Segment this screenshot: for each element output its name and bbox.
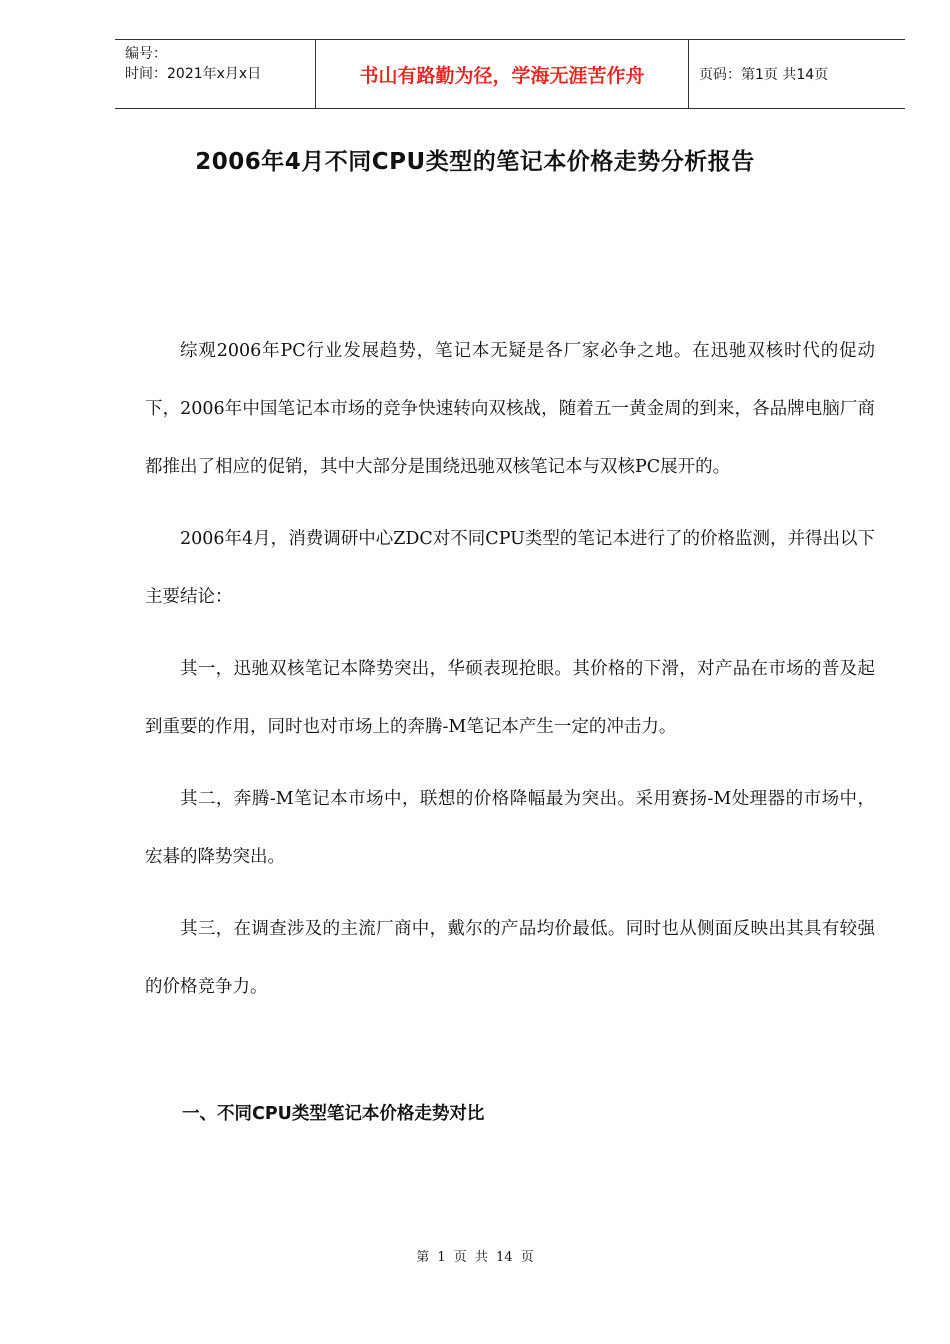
header-motto: 书山有路勤为径，学海无涯苦作舟: [316, 40, 689, 108]
paragraph-3: 其一，迅驰双核笔记本降势突出，华硕表现抢眼。其价格的下滑，对产品在市场的普及起到重要的作用，同时也对市场上的奔腾-M笔记本产生一定的冲击力。: [145, 659, 875, 737]
header-page-label: 页码：第1页 共14页: [699, 67, 829, 83]
paragraph-4: 其二，奔腾-M笔记本市场中，联想的价格降幅最为突出。采用赛扬-M处理器的市场中，宏碁的降势突出。: [145, 789, 875, 867]
header-meta: [115, 40, 316, 108]
paragraph-2: 2006年4月，消费调研中心ZDC对不同CPU类型的笔记本进行了的价格监测，并得出以下主要结论：: [145, 529, 875, 607]
document-title: 2006年4月不同CPU类型的笔记本价格走势分析报告: [195, 149, 755, 175]
paragraph-1: 综观2006年PC行业发展趋势，笔记本无疑是各厂家必争之地。在迅驰双核时代的促动下，2006年中国笔记本市场的竞争快速转向双核战，随着五一黄金周的到来，各品牌电脑厂商都推出了相应的促销，其中大部分是围绕迅驰双核笔记本与双核PC展开的。: [145, 341, 875, 477]
page-header: [115, 39, 905, 109]
document-body: [145, 322, 875, 1030]
section-heading: 一、不同CPU类型笔记本价格走势对比: [182, 1104, 485, 1124]
page-footer: 第 1 页 共 14 页: [416, 1250, 534, 1265]
time-label: 时间：2021年x月x日: [125, 66, 262, 82]
serial-label: 编号：: [125, 46, 167, 62]
paragraph-5: 其三，在调查涉及的主流厂商中，戴尔的产品均价最低。同时也从侧面反映出其具有较强的价格竞争力。: [145, 919, 875, 997]
